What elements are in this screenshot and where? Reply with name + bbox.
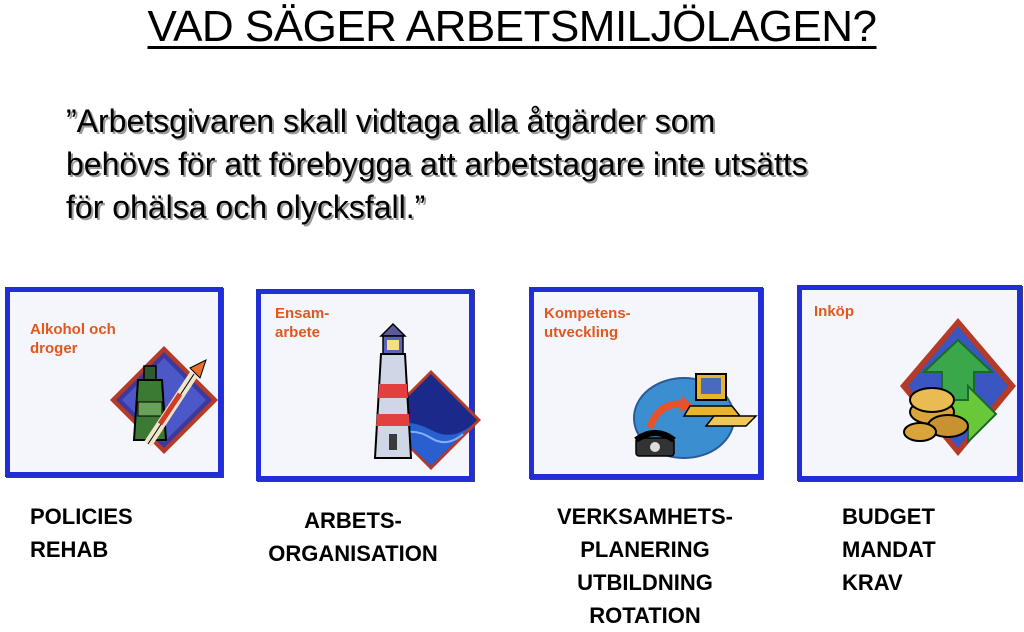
caption-line: REHAB bbox=[30, 537, 109, 562]
computer-phone-icon bbox=[628, 362, 758, 472]
quote-line: ”Arbetsgivaren skall vidtaga alla åtgärder som bbox=[66, 103, 716, 139]
lighthouse-icon bbox=[359, 322, 489, 482]
caption-line: ORGANISATION bbox=[268, 541, 438, 566]
caption-line: ROTATION bbox=[589, 603, 701, 628]
caption-line: ARBETS- bbox=[304, 508, 402, 533]
card-label: Kompetens- utveckling bbox=[544, 305, 631, 341]
caption-line: VERKSAMHETS- bbox=[556, 504, 733, 529]
bottle-syringe-icon bbox=[108, 344, 220, 456]
card-label: Ensam- arbete bbox=[275, 305, 330, 341]
page-title: VAD SÄGER ARBETSMILJÖLAGEN? bbox=[147, 2, 877, 51]
quote-line: för ohälsa och olycksfall.” bbox=[66, 189, 426, 225]
caption-line: KRAV bbox=[842, 570, 903, 595]
caption-budget bbox=[842, 500, 936, 599]
card-label: Alkohol och droger bbox=[30, 321, 116, 357]
law-quote bbox=[66, 100, 966, 229]
card-inkop bbox=[797, 285, 1022, 481]
caption-line: POLICIES bbox=[30, 504, 133, 529]
card-kompetensutveckling bbox=[529, 287, 763, 479]
caption-verksamhetsplanering bbox=[520, 500, 770, 632]
quote-line: behövs för att förebygga att arbetstagare inte utsätts bbox=[66, 146, 808, 182]
caption-line: PLANERING bbox=[580, 537, 710, 562]
card-alkohol bbox=[5, 287, 223, 477]
card-label: Inköp bbox=[814, 303, 854, 320]
caption-line: UTBILDNING bbox=[577, 570, 713, 595]
caption-line: MANDAT bbox=[842, 537, 936, 562]
caption-arbetsorganisation bbox=[238, 504, 468, 570]
caption-line: BUDGET bbox=[842, 504, 935, 529]
coins-recycle-icon bbox=[898, 316, 1018, 466]
caption-policies bbox=[30, 500, 133, 566]
card-ensamarbete bbox=[256, 289, 474, 481]
